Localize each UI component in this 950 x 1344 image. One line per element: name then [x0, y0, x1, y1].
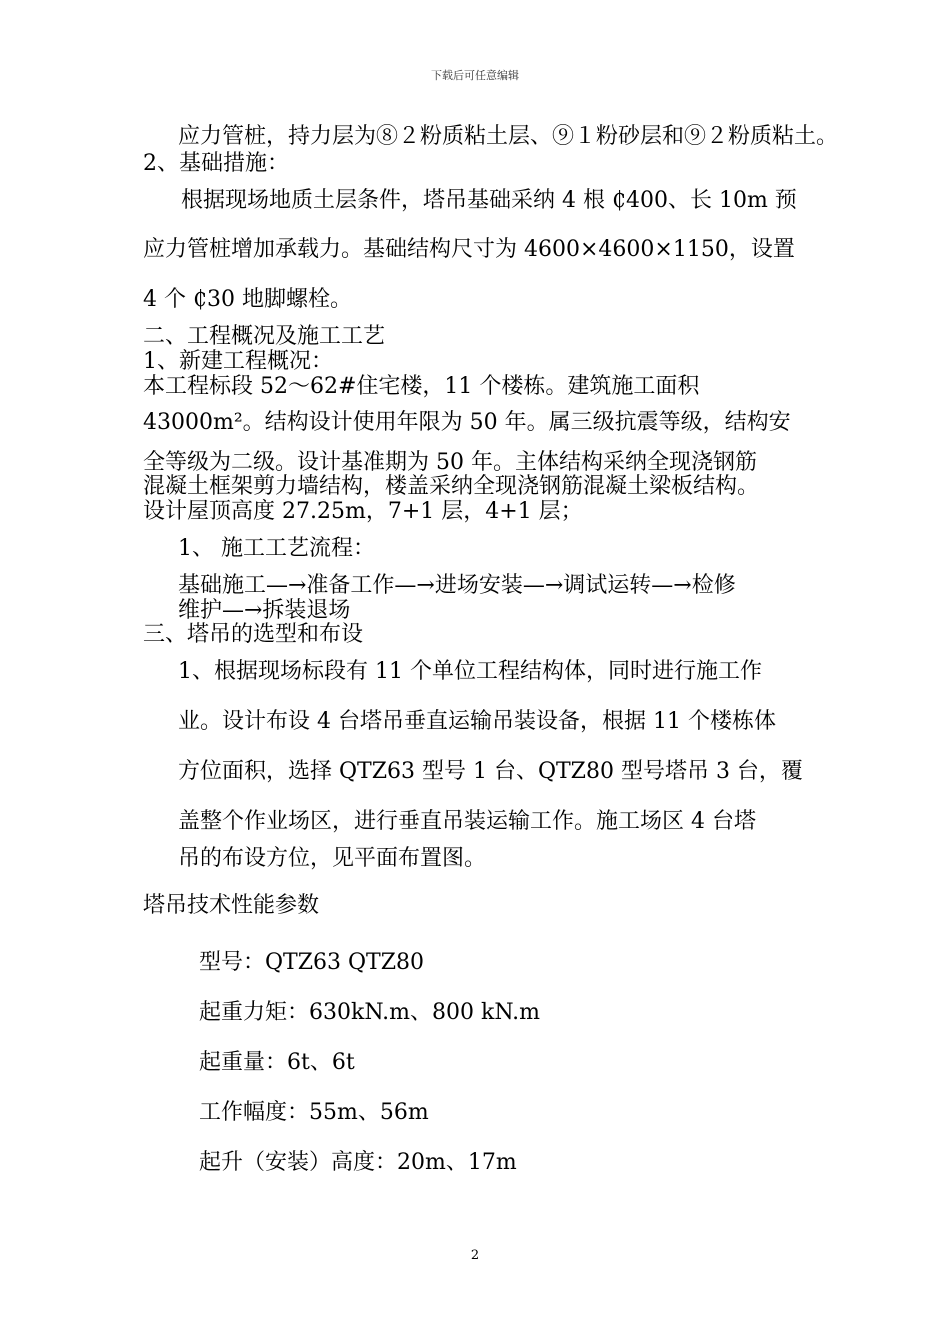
page-number: 2 — [470, 1248, 480, 1263]
spec-line: 起升（安装）高度：20m、17m — [199, 1150, 517, 1175]
text-line: 盖整个作业场区，进行垂直吊装运输工作。施工场区 4 台塔 — [178, 809, 756, 834]
section-heading: 1、 施工工艺流程： — [178, 536, 375, 561]
text-line: 全等级为二级。设计基准期为 50 年。主体结构采纳全现浇钢筋 — [143, 450, 757, 475]
text-line: 本工程标段 52～62#住宅楼，11 个楼栋。建筑施工面积 — [143, 374, 700, 399]
text-line: 吊的布设方位，见平面布置图。 — [178, 846, 487, 871]
text-line: 业。设计布设 4 台塔吊垂直运输吊装设备，根据 11 个楼栋体 — [178, 709, 776, 734]
section-heading: 1、新建工程概况： — [143, 349, 333, 374]
spec-line: 起重力矩：630kN.m、800 kN.m — [199, 1000, 541, 1025]
text-line: 1、根据现场标段有 11 个单位工程结构体，同时进行施工作 — [178, 659, 762, 684]
text-line: 应力管桩增加承载力。基础结构尺寸为 4600×4600×1150，设置 — [143, 237, 795, 262]
text-line: 4 个 ₵30 地脚螺栓。 — [143, 287, 352, 312]
text-line: 混凝土框架剪力墙结构，楼盖采纳全现浇钢筋混凝土梁板结构。 — [143, 474, 760, 499]
text-line: 设计屋顶高度 27.25m，7+1 层，4+1 层； — [143, 499, 583, 524]
spec-line: 起重量：6t、6t — [199, 1050, 355, 1075]
section-heading: 三、塔吊的选型和布设 — [143, 622, 364, 647]
text-line: 方位面积，选择 QTZ63 型号 1 台、QTZ80 型号塔吊 3 台，覆 — [178, 759, 803, 784]
text-line: 43000m²。结构设计使用年限为 50 年。属三级抗震等级，结构安 — [143, 410, 791, 435]
text-line: 根据现场地质土层条件，塔吊基础采纳 4 根 ₵400、长 10m 预 — [181, 188, 797, 213]
text-line: 应力管桩，持力层为⑧２粉质粘土层、⑨１粉砂层和⑨２粉质粘土。 — [178, 124, 839, 149]
spec-line: 工作幅度：55m、56m — [199, 1100, 429, 1125]
section-heading: 二、工程概况及施工工艺 — [143, 324, 386, 349]
section-heading: 2、基础措施： — [143, 151, 289, 176]
text-line: 基础施工—→准备工作—→进场安装—→调试运转—→检修 — [178, 573, 736, 598]
text-line: 维护—→拆装退场 — [178, 598, 351, 623]
section-heading: 塔吊技术性能参数 — [143, 893, 320, 918]
spec-line: 型号：QTZ63 QTZ80 — [199, 950, 424, 975]
page-header: 下载后可任意编辑 — [431, 69, 519, 82]
